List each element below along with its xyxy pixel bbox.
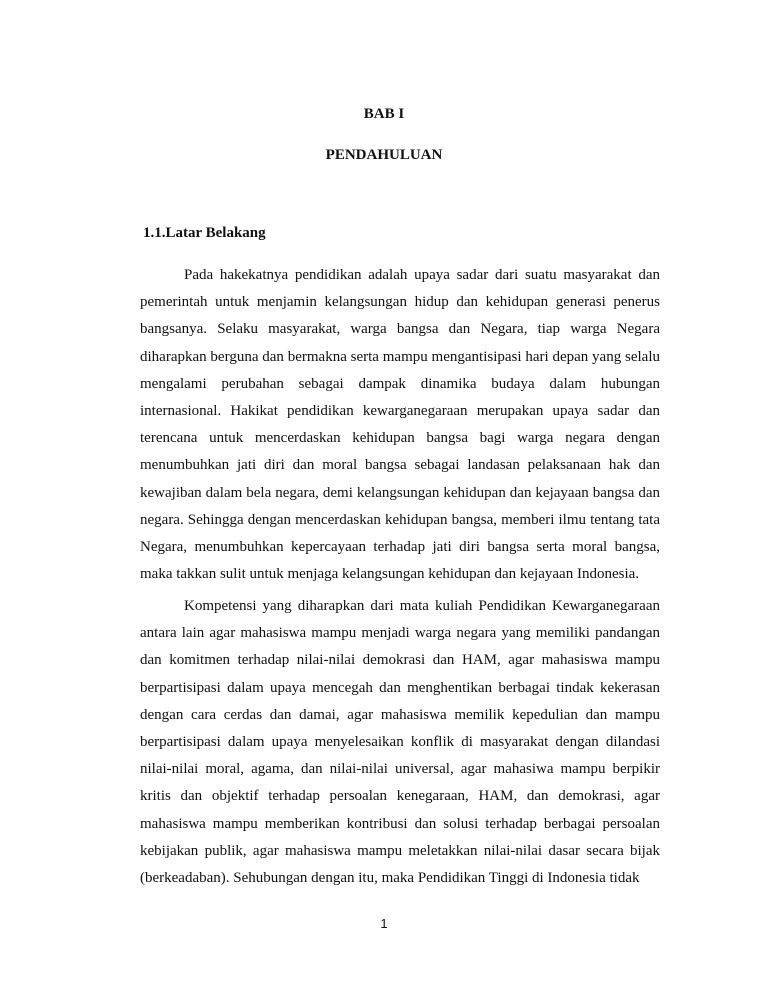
section-heading: 1.1.Latar Belakang [143,225,266,241]
body-paragraph: Kompetensi yang diharapkan dari mata kuliah Pendidikan Kewarganegaraan antara lain agar mahasiswa mampu menjadi warga negara yang memiliki pandangan dan komitmen terhadap nilai-nilai demokrasi dan HAM, agar mahasiswa mampu berpartisipasi dalam upaya mencegah dan menghentikan berbagai tindak kekerasan dengan cara cerdas dan damai, agar mahasiswa memilik kepedulian dan mampu berpartisipasi dalam upaya menyelesaikan konflik di masyarakat dengan dilandasi nilai-nilai moral, agama, dan nilai-nilai universal, agar mahasiwa mampu berpikir kritis dan objektif terhadap persoalan kenegaraan, HAM, dan demokrasi, agar mahasiswa mampu memberikan kontribusi dan solusi terhadap berbagai persoalan kebijakan publik, agar mahasiswa mampu meletakkan nilai-nilai dasar secara bijak (berkeadaban). Sehubungan dengan itu, maka Pendidikan Tinggi di Indonesia tidak [140,598,660,887]
chapter-number: BAB I [363,106,405,122]
chapter-title: PENDAHULUAN [325,147,443,163]
body-paragraph: Pada hakekatnya pendidikan adalah upaya sadar dari suatu masyarakat dan pemerintah untuk menjamin kelangsungan hidup dan kehidupan generasi penerus bangsanya. Selaku masyarakat, warga bangsa dan Negara, tiap warga Negara diharapkan berguna dan bermakna serta mampu mengantisipasi hari depan yang selalu mengalami perubahan sebagai dampak dinamika budaya dalam hubungan internasional. Hakikat pendidikan kewarganegaraan merupakan upaya sadar dan terencana untuk mencerdaskan kehidupan bangsa bagi warga negara dengan menumbuhkan jati diri dan moral bangsa sebagai landasan pelaksanaan hak dan kewajiban dalam bela negara, demi kelangsungan kehidupan dan kejayaan bangsa dan negara. Sehingga dengan mencerdaskan kehidupan bangsa, memberi ilmu tentang tata Negara, menumbuhkan kepercayaan terhadap jati diri bangsa serta moral bangsa, maka takkan sulit untuk menjaga kelangsungan kehidupan dan kejayaan Indonesia. [140,267,660,583]
page-number: 1 [380,916,388,931]
